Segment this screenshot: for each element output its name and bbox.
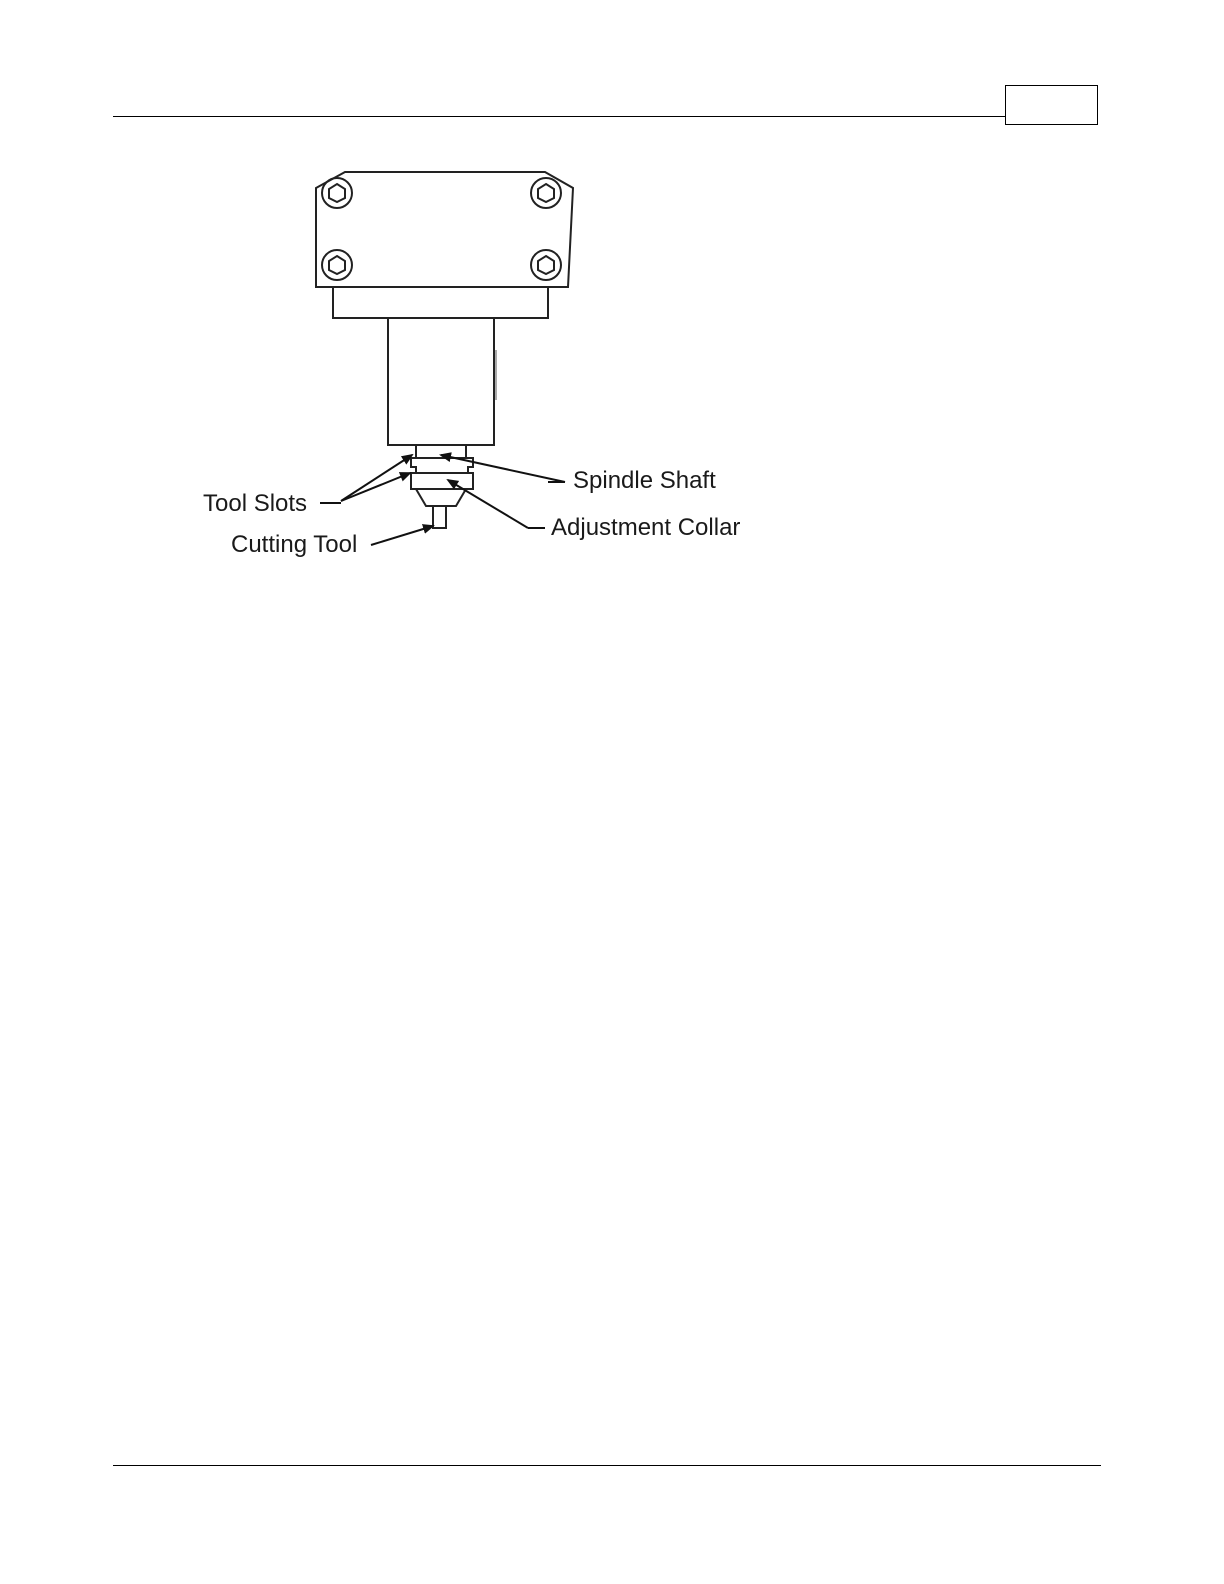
label-spindle-shaft: Spindle Shaft: [573, 467, 716, 494]
head-block: [316, 172, 573, 287]
spindle-figure: [0, 0, 1224, 620]
collet-nut: [416, 489, 466, 506]
bolt-icon-bottom-right: [531, 250, 561, 280]
adjustment-collar: [411, 458, 473, 489]
bolt-icon-top-right: [531, 178, 561, 208]
footer-rule: [113, 1465, 1101, 1466]
flange-plate: [333, 287, 548, 318]
label-cutting-tool: Cutting Tool: [231, 531, 358, 558]
leader-adjustment-collar-diag: [448, 480, 528, 528]
bolt-icon-top-left: [322, 178, 352, 208]
label-adjustment-collar: Adjustment Collar: [551, 514, 741, 541]
leader-spindle-shaft: [441, 455, 565, 482]
spindle-shaft: [416, 445, 466, 458]
leader-tool-slots-upper: [341, 455, 412, 501]
bolt-icon-bottom-left: [322, 250, 352, 280]
leader-tool-slots-lower: [341, 473, 410, 501]
motor-body: [388, 318, 494, 445]
mounting-head: [316, 172, 573, 287]
label-tool-slots: Tool Slots: [203, 490, 308, 517]
leader-cutting-tool: [371, 526, 433, 545]
cutting-tool: [433, 506, 446, 528]
spindle-diagram: [0, 0, 1224, 620]
